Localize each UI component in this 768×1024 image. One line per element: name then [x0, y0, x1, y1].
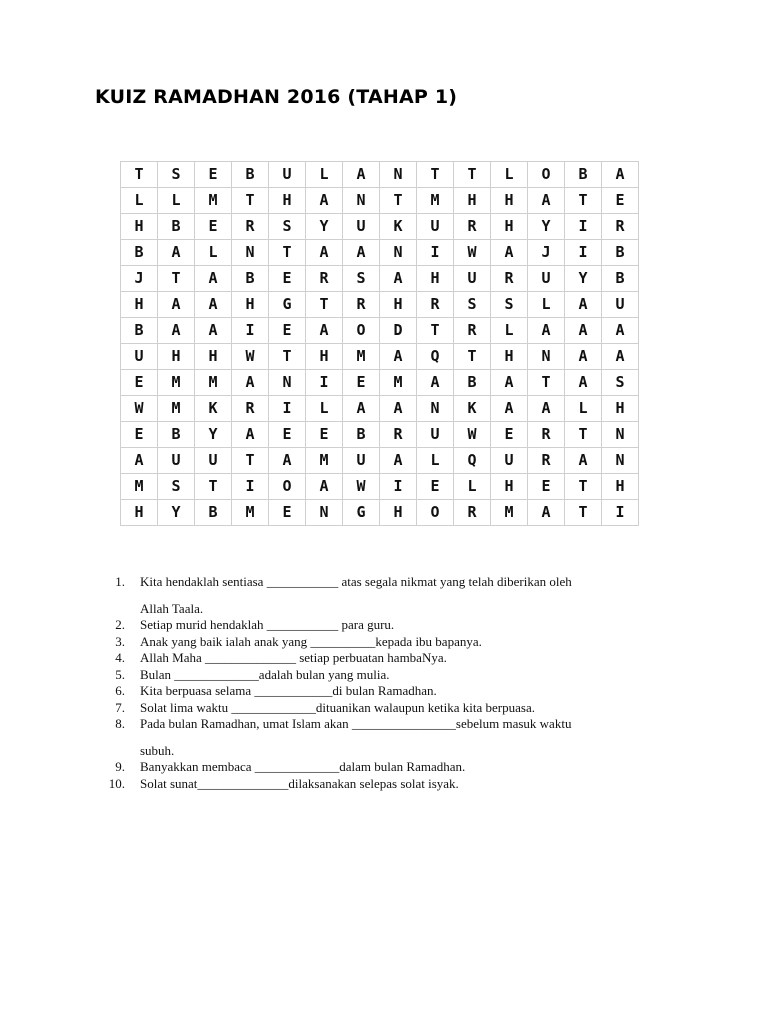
- grid-cell: A: [343, 396, 380, 422]
- grid-cell: L: [491, 162, 528, 188]
- grid-cell: I: [269, 396, 306, 422]
- question-list: [95, 574, 695, 792]
- grid-cell: A: [491, 240, 528, 266]
- grid-cell: A: [380, 396, 417, 422]
- grid-cell: E: [269, 422, 306, 448]
- grid-cell: B: [158, 214, 195, 240]
- grid-cell: R: [454, 318, 491, 344]
- grid-cell: M: [417, 188, 454, 214]
- grid-cell: E: [343, 370, 380, 396]
- grid-cell: M: [232, 500, 269, 526]
- grid-cell: U: [602, 292, 639, 318]
- grid-cell: H: [454, 188, 491, 214]
- grid-cell: A: [121, 448, 158, 474]
- question-number: 5.: [115, 666, 125, 682]
- question-item: [95, 667, 695, 684]
- grid-cell: T: [380, 188, 417, 214]
- question-text-continuation: Allah Taala.: [140, 600, 204, 616]
- grid-cell: G: [269, 292, 306, 318]
- question-text: Kita hendaklah sentiasa ___________ atas segala nikmat yang telah diberikan oleh: [140, 574, 572, 589]
- grid-cell: L: [195, 240, 232, 266]
- question-item: [95, 650, 695, 667]
- grid-cell: L: [528, 292, 565, 318]
- grid-cell: A: [602, 162, 639, 188]
- grid-cell: M: [158, 370, 195, 396]
- grid-cell: B: [565, 162, 602, 188]
- grid-cell: M: [195, 370, 232, 396]
- grid-cell: I: [232, 318, 269, 344]
- question-text: Setiap murid hendaklah ___________ para guru.: [140, 617, 395, 632]
- grid-cell: H: [491, 214, 528, 240]
- question-item: [95, 617, 695, 634]
- grid-cell: S: [158, 162, 195, 188]
- grid-cell: M: [195, 188, 232, 214]
- grid-cell: T: [195, 474, 232, 500]
- grid-cell: I: [565, 214, 602, 240]
- grid-cell: B: [602, 240, 639, 266]
- grid-cell: U: [417, 214, 454, 240]
- grid-cell: L: [306, 162, 343, 188]
- question-number: 2.: [115, 617, 125, 632]
- grid-cell: T: [565, 188, 602, 214]
- grid-cell: A: [565, 344, 602, 370]
- grid-cell: N: [306, 500, 343, 526]
- grid-cell: H: [232, 292, 269, 318]
- grid-cell: J: [121, 266, 158, 292]
- grid-cell: O: [417, 500, 454, 526]
- grid-cell: A: [158, 240, 195, 266]
- grid-cell: I: [565, 240, 602, 266]
- grid-cell: N: [380, 162, 417, 188]
- question-text: Solat sunat______________dilaksanakan selepas solat isyak.: [140, 775, 459, 791]
- grid-cell: T: [454, 344, 491, 370]
- grid-cell: A: [565, 318, 602, 344]
- question-text: Pada bulan Ramadhan, umat Islam akan ________________sebelum masuk waktu: [140, 716, 572, 731]
- grid-cell: B: [343, 422, 380, 448]
- grid-cell: N: [417, 396, 454, 422]
- grid-cell: H: [306, 344, 343, 370]
- grid-cell: T: [269, 344, 306, 370]
- question-text: Kita berpuasa selama ____________di bulan Ramadhan.: [140, 683, 437, 698]
- grid-cell: S: [454, 292, 491, 318]
- grid-cell: N: [269, 370, 306, 396]
- grid-cell: B: [121, 318, 158, 344]
- grid-cell: T: [121, 162, 158, 188]
- grid-cell: U: [269, 162, 306, 188]
- grid-cell: A: [232, 422, 269, 448]
- question-item: [95, 574, 695, 617]
- grid-cell: E: [491, 422, 528, 448]
- grid-cell: A: [306, 240, 343, 266]
- grid-cell: K: [195, 396, 232, 422]
- grid-row: [121, 474, 639, 500]
- grid-row: [121, 500, 639, 526]
- grid-cell: A: [565, 370, 602, 396]
- grid-cell: L: [121, 188, 158, 214]
- grid-cell: L: [491, 318, 528, 344]
- grid-cell: E: [602, 188, 639, 214]
- grid-cell: M: [158, 396, 195, 422]
- grid-cell: R: [232, 214, 269, 240]
- grid-cell: B: [232, 266, 269, 292]
- grid-cell: Q: [454, 448, 491, 474]
- grid-cell: S: [491, 292, 528, 318]
- grid-cell: A: [491, 396, 528, 422]
- grid-cell: O: [528, 162, 565, 188]
- grid-cell: I: [602, 500, 639, 526]
- grid-cell: L: [454, 474, 491, 500]
- grid-cell: R: [417, 292, 454, 318]
- grid-cell: A: [195, 292, 232, 318]
- question-text: Bulan _____________adalah bulan yang mulia.: [140, 666, 390, 682]
- grid-cell: O: [269, 474, 306, 500]
- grid-cell: A: [158, 292, 195, 318]
- question-text: Anak yang baik ialah anak yang __________kepada ibu bapanya.: [140, 633, 482, 649]
- grid-cell: B: [158, 422, 195, 448]
- grid-row: [121, 266, 639, 292]
- grid-row: [121, 214, 639, 240]
- grid-cell: S: [343, 266, 380, 292]
- grid-cell: E: [269, 266, 306, 292]
- grid-cell: E: [269, 500, 306, 526]
- grid-cell: I: [306, 370, 343, 396]
- grid-cell: H: [602, 474, 639, 500]
- grid-cell: U: [121, 344, 158, 370]
- grid-cell: E: [306, 422, 343, 448]
- grid-cell: W: [454, 422, 491, 448]
- grid-cell: Y: [565, 266, 602, 292]
- grid-cell: H: [121, 500, 158, 526]
- page-title: KUIZ RAMADHAN 2016 (TAHAP 1): [95, 86, 458, 108]
- question-number: 1.: [115, 574, 125, 589]
- grid-cell: A: [306, 474, 343, 500]
- grid-cell: B: [232, 162, 269, 188]
- grid-cell: A: [269, 448, 306, 474]
- question-number: 7.: [115, 699, 125, 715]
- grid-row: [121, 188, 639, 214]
- question-item: [95, 716, 695, 759]
- grid-cell: T: [417, 318, 454, 344]
- grid-cell: M: [491, 500, 528, 526]
- grid-cell: I: [417, 240, 454, 266]
- grid-cell: I: [380, 474, 417, 500]
- grid-cell: W: [454, 240, 491, 266]
- grid-cell: W: [121, 396, 158, 422]
- grid-cell: A: [565, 292, 602, 318]
- question-number: 10.: [108, 775, 125, 791]
- grid-cell: A: [195, 318, 232, 344]
- question-item: [95, 776, 695, 793]
- grid-cell: H: [491, 188, 528, 214]
- grid-cell: L: [158, 188, 195, 214]
- question-text-continuation: subuh.: [140, 742, 175, 758]
- question-item: [95, 700, 695, 717]
- grid-cell: A: [380, 344, 417, 370]
- grid-cell: I: [232, 474, 269, 500]
- grid-cell: N: [602, 422, 639, 448]
- grid-row: [121, 448, 639, 474]
- grid-cell: H: [380, 292, 417, 318]
- grid-cell: L: [565, 396, 602, 422]
- grid-cell: A: [528, 396, 565, 422]
- grid-cell: A: [417, 370, 454, 396]
- grid-cell: O: [343, 318, 380, 344]
- grid-row: [121, 162, 639, 188]
- grid-cell: N: [602, 448, 639, 474]
- grid-cell: H: [195, 344, 232, 370]
- grid-cell: H: [380, 500, 417, 526]
- grid-cell: A: [491, 370, 528, 396]
- grid-cell: T: [528, 370, 565, 396]
- question-text: Banyakkan membaca _____________dalam bulan Ramadhan.: [140, 759, 466, 774]
- question-text: Solat lima waktu _____________dituanikan walaupun ketika kita berpuasa.: [140, 699, 535, 715]
- grid-cell: B: [454, 370, 491, 396]
- grid-cell: U: [417, 422, 454, 448]
- grid-cell: A: [528, 188, 565, 214]
- grid-row: [121, 318, 639, 344]
- grid-cell: R: [306, 266, 343, 292]
- grid-cell: H: [121, 214, 158, 240]
- grid-row: [121, 396, 639, 422]
- grid-cell: R: [232, 396, 269, 422]
- grid-cell: M: [343, 344, 380, 370]
- grid-cell: T: [232, 448, 269, 474]
- grid-cell: A: [565, 448, 602, 474]
- grid-row: [121, 422, 639, 448]
- grid-cell: U: [343, 448, 380, 474]
- grid-cell: E: [528, 474, 565, 500]
- question-number: 3.: [115, 633, 125, 649]
- grid-cell: R: [528, 422, 565, 448]
- grid-cell: S: [158, 474, 195, 500]
- question-text: Allah Maha ______________ setiap perbuatan hambaNya.: [140, 650, 447, 665]
- grid-cell: M: [121, 474, 158, 500]
- grid-cell: H: [269, 188, 306, 214]
- grid-cell: A: [380, 448, 417, 474]
- grid-cell: B: [121, 240, 158, 266]
- grid-row: [121, 370, 639, 396]
- grid-cell: T: [417, 162, 454, 188]
- grid-cell: G: [343, 500, 380, 526]
- grid-cell: U: [528, 266, 565, 292]
- grid-cell: T: [565, 474, 602, 500]
- grid-cell: L: [306, 396, 343, 422]
- grid-cell: K: [380, 214, 417, 240]
- grid-cell: A: [602, 344, 639, 370]
- question-number: 6.: [115, 683, 125, 698]
- grid-cell: N: [380, 240, 417, 266]
- grid-cell: U: [491, 448, 528, 474]
- question-item: [95, 759, 695, 776]
- grid-cell: H: [491, 344, 528, 370]
- grid-cell: U: [195, 448, 232, 474]
- grid-cell: Y: [195, 422, 232, 448]
- grid-cell: R: [380, 422, 417, 448]
- grid-cell: M: [380, 370, 417, 396]
- grid-cell: E: [121, 370, 158, 396]
- grid-cell: L: [417, 448, 454, 474]
- grid-cell: N: [528, 344, 565, 370]
- grid-cell: A: [380, 266, 417, 292]
- grid-cell: W: [232, 344, 269, 370]
- grid-cell: J: [528, 240, 565, 266]
- grid-row: [121, 240, 639, 266]
- grid-row: [121, 344, 639, 370]
- grid-cell: T: [158, 266, 195, 292]
- grid-cell: S: [602, 370, 639, 396]
- word-search-grid: [120, 161, 639, 526]
- grid-cell: B: [602, 266, 639, 292]
- grid-cell: U: [454, 266, 491, 292]
- grid-cell: M: [306, 448, 343, 474]
- grid-cell: R: [454, 500, 491, 526]
- grid-cell: D: [380, 318, 417, 344]
- grid-cell: E: [417, 474, 454, 500]
- grid-cell: E: [121, 422, 158, 448]
- grid-cell: A: [343, 240, 380, 266]
- question-number: 4.: [115, 650, 125, 665]
- grid-cell: R: [454, 214, 491, 240]
- grid-cell: R: [491, 266, 528, 292]
- grid-cell: H: [158, 344, 195, 370]
- grid-cell: T: [269, 240, 306, 266]
- grid-cell: T: [306, 292, 343, 318]
- grid-cell: Y: [528, 214, 565, 240]
- grid-cell: Y: [158, 500, 195, 526]
- grid-cell: U: [158, 448, 195, 474]
- grid-cell: W: [343, 474, 380, 500]
- question-number: 8.: [115, 716, 125, 731]
- grid-cell: A: [343, 162, 380, 188]
- grid-row: [121, 292, 639, 318]
- grid-cell: H: [491, 474, 528, 500]
- grid-cell: T: [454, 162, 491, 188]
- grid-cell: R: [602, 214, 639, 240]
- grid-cell: N: [343, 188, 380, 214]
- grid-cell: E: [195, 214, 232, 240]
- grid-cell: H: [602, 396, 639, 422]
- grid-cell: A: [528, 500, 565, 526]
- grid-cell: U: [343, 214, 380, 240]
- grid-cell: A: [158, 318, 195, 344]
- grid-cell: T: [232, 188, 269, 214]
- grid-cell: A: [602, 318, 639, 344]
- grid-cell: R: [528, 448, 565, 474]
- grid-cell: E: [269, 318, 306, 344]
- grid-cell: E: [195, 162, 232, 188]
- grid-cell: R: [343, 292, 380, 318]
- grid-cell: B: [195, 500, 232, 526]
- grid-cell: S: [269, 214, 306, 240]
- question-item: [95, 634, 695, 651]
- grid-cell: A: [232, 370, 269, 396]
- grid-cell: T: [565, 422, 602, 448]
- grid-cell: H: [417, 266, 454, 292]
- grid-cell: Y: [306, 214, 343, 240]
- grid-cell: A: [306, 318, 343, 344]
- grid-cell: A: [195, 266, 232, 292]
- grid-cell: T: [565, 500, 602, 526]
- question-item: [95, 683, 695, 700]
- grid-cell: H: [121, 292, 158, 318]
- grid-cell: Q: [417, 344, 454, 370]
- grid-cell: A: [528, 318, 565, 344]
- grid-cell: A: [306, 188, 343, 214]
- grid-cell: N: [232, 240, 269, 266]
- grid-cell: K: [454, 396, 491, 422]
- question-number: 9.: [115, 759, 125, 774]
